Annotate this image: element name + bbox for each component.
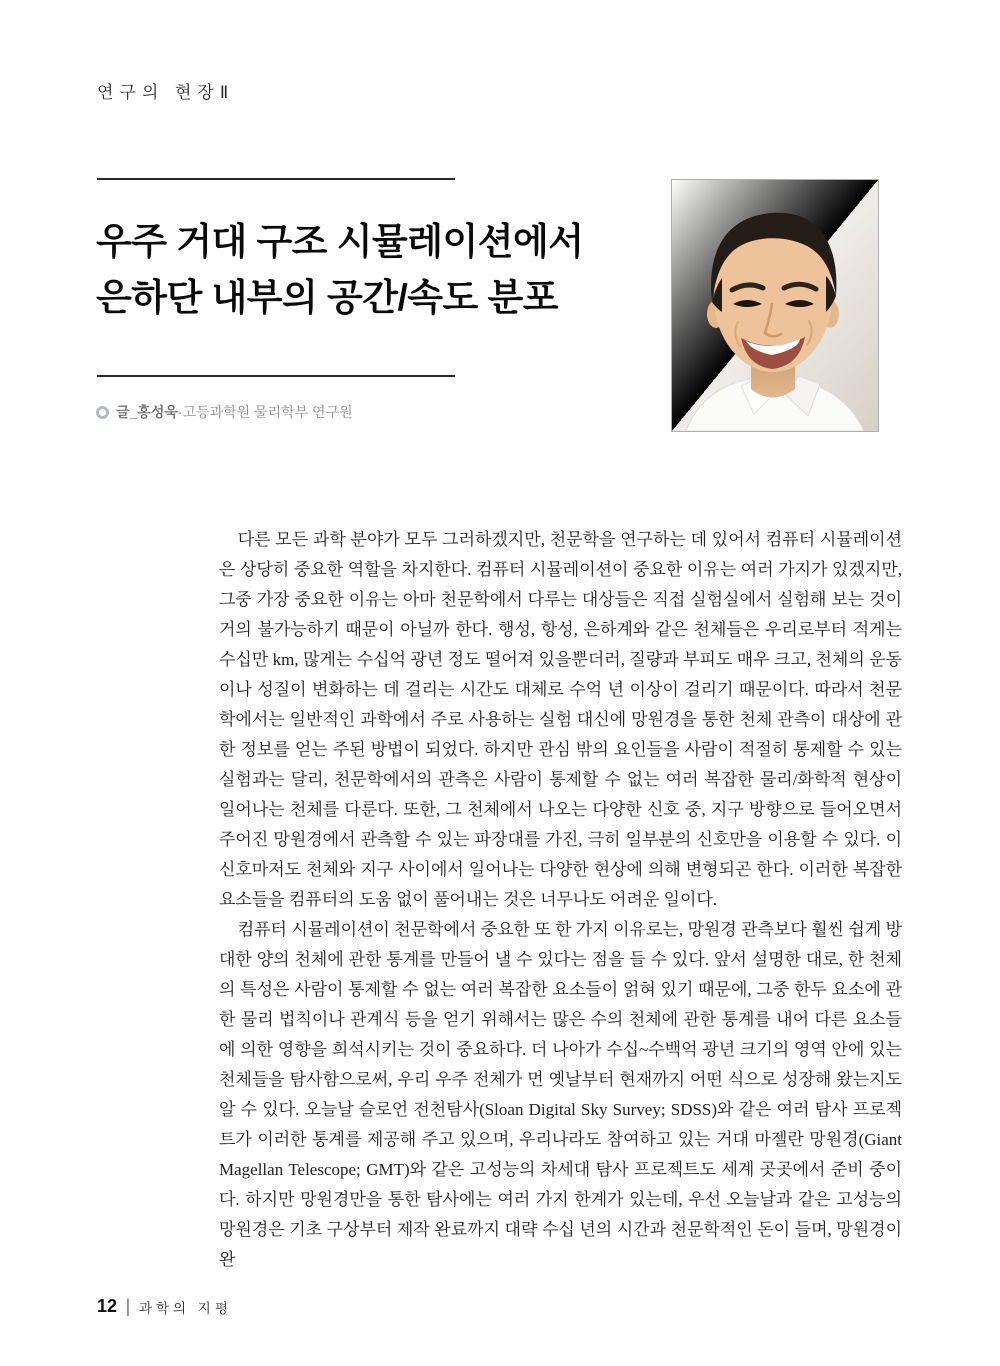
byline	[96, 402, 353, 422]
title-rule-bottom	[97, 375, 455, 377]
article-title	[96, 214, 584, 326]
footer-publication: 과학의 지평	[138, 1300, 232, 1316]
section-eyebrow: 연구의 현장Ⅱ	[97, 83, 235, 102]
byline-ring-icon	[96, 406, 109, 419]
footer-separator: |	[126, 1296, 130, 1317]
byline-author: 글_홍성욱	[116, 404, 178, 420]
article-paragraph-2: 컴퓨터 시뮬레이션이 천문학에서 중요한 또 한 가지 이유로는, 망원경 관측보다 훨씬 쉽게 방대한 양의 천체에 관한 통계를 만들어 낼 수 있다는 점을 들 수 있다. 앞서 설명한 대로, 한 천체의 특성은 사람이 통제할 수 없는 여러 복잡한 요소들이 얽혀 있기 때문에, 그중 한두 요소에 관한 물리 법칙이나 관계식 등을 얻기 위해서는 많은 수의 천체에 관한 통계를 내어 다른 요소들에 의한 영향을 희석시키는 것이 중요하다. 더 나아가 수십~수백억 광년 크기의 영역 안에 있는 천체들을 탐사함으로써, 우리 우주 전체가 먼 옛날부터 현재까지 어떤 식으로 성장해 왔는지도 알 수 있다. 오늘날 슬로언 전천탐사(Sloan Digital Sky Survey; SDSS)와 같은 여러 탐사 프로젝트가 이러한 통계를 제공해 주고 있으며, 우리나라도 참여하고 있는 거대 마젤란 망원경(Giant Magellan Telescope; GMT)와 같은 고성능의 차세대 탐사 프로젝트도 세계 곳곳에서 준비 중이다. 하지만 망원경만을 통한 탐사에는 여러 가지 한계가 있는데, 우선 오늘날과 같은 고성능의 망원경은 기초 구상부터 제작 완료까지 대략 수십 년의 시간과 천문학적인 돈이 들며, 망원경이 완	[219, 920, 902, 1269]
byline-affiliation: ·고등과학원 물리학부 연구원	[177, 404, 353, 420]
title-rule-top	[97, 178, 455, 180]
article-title-line2: 은하단 내부의 공간/속도 분포	[96, 277, 559, 318]
article-title-line1: 우주 거대 구조 시뮬레이션에서	[96, 221, 584, 262]
author-portrait-illustration	[672, 180, 878, 431]
article-paragraph-1: 다른 모든 과학 분야가 모두 그러하겠지만, 천문학을 연구하는 데 있어서 컴퓨터 시뮬레이션은 상당히 중요한 역할을 차지한다. 컴퓨터 시뮬레이션이 중요한 이유는 여러 가지가 있겠지만, 그중 가장 중요한 이유는 아마 천문학에서 다루는 대상들은 직접 실험실에서 실험해 보는 것이 거의 불가능하기 때문이 아닐까 한다. 행성, 항성, 은하계와 같은 천체들은 우리로부터 적게는 수십만 km, 많게는 수십억 광년 정도 떨어져 있을뿐더러, 질량과 부피도 매우 크고, 천체의 운동이나 성질이 변화하는 데 걸리는 시간도 대체로 수억 년 이상이 걸리기 때문이다. 따라서 천문학에서는 일반적인 과학에서 주로 사용하는 실험 대신에 망원경을 통한 천체 관측이 대상에 관한 정보를 얻는 주된 방법이 되었다. 하지만 관심 밖의 요인들을 사람이 적절히 통제할 수 있는 실험과는 달리, 천문학에서의 관측은 사람이 통제할 수 없는 여러 복잡한 물리/화학적 현상이 일어나는 천체를 다룬다. 또한, 그 천체에서 나오는 다양한 신호 중, 지구 방향으로 들어오면서 주어진 망원경에서 관측할 수 있는 파장대를 가진, 극히 일부분의 신호만을 이용할 수 있다. 이 신호마저도 천체와 지구 사이에서 일어나는 다양한 현상에 의해 변형되곤 한다. 이러한 복잡한 요소들을 컴퓨터의 도움 없이 풀어내는 것은 너무나도 어려운 일이다.	[219, 530, 902, 909]
article-body	[219, 525, 902, 1275]
author-photo	[671, 179, 879, 432]
page-footer	[97, 1296, 232, 1317]
footer-page-number: 12	[97, 1296, 118, 1316]
